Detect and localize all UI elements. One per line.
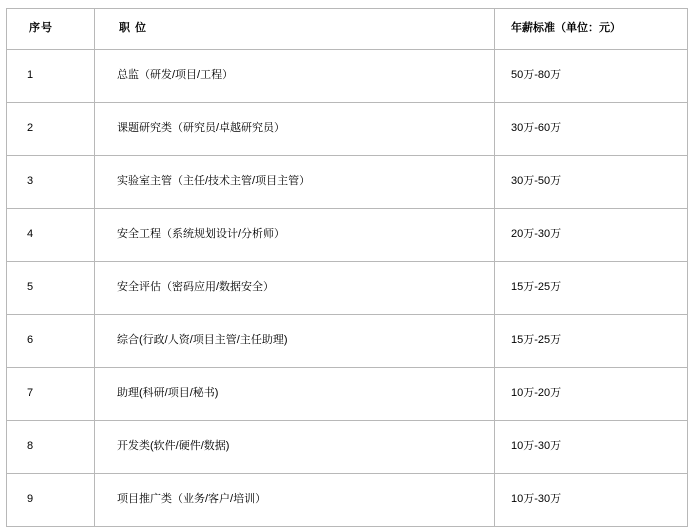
table-row xyxy=(7,368,688,421)
row-position: 实验室主管（主任/技术主管/项目主管） xyxy=(95,156,495,209)
table-row xyxy=(7,421,688,474)
column-header-salary: 年薪标准（单位：元） xyxy=(495,9,688,50)
row-salary: 30万-60万 xyxy=(495,103,688,156)
row-position: 安全评估（密码应用/数据安全） xyxy=(95,262,495,315)
row-position: 综合(行政/人资/项目主管/主任助理) xyxy=(95,315,495,368)
row-index: 6 xyxy=(7,315,95,368)
table-row xyxy=(7,262,688,315)
row-index: 5 xyxy=(7,262,95,315)
row-index: 4 xyxy=(7,209,95,262)
table-row xyxy=(7,474,688,527)
row-index: 3 xyxy=(7,156,95,209)
row-salary: 50万-80万 xyxy=(495,50,688,103)
column-header-position: 职 位 xyxy=(95,9,495,50)
row-index: 8 xyxy=(7,421,95,474)
table-row xyxy=(7,103,688,156)
table-row xyxy=(7,209,688,262)
row-salary: 15万-25万 xyxy=(495,262,688,315)
row-salary: 10万-30万 xyxy=(495,421,688,474)
salary-table xyxy=(6,8,688,527)
row-position: 开发类(软件/硬件/数据) xyxy=(95,421,495,474)
row-index: 1 xyxy=(7,50,95,103)
row-index: 2 xyxy=(7,103,95,156)
row-position: 总监（研发/项目/工程） xyxy=(95,50,495,103)
row-position: 助理(科研/项目/秘书) xyxy=(95,368,495,421)
row-position: 课题研究类（研究员/卓越研究员） xyxy=(95,103,495,156)
table-row xyxy=(7,50,688,103)
row-salary: 10万-20万 xyxy=(495,368,688,421)
column-header-index: 序号 xyxy=(7,9,95,50)
row-salary: 10万-30万 xyxy=(495,474,688,527)
table-row xyxy=(7,315,688,368)
row-position: 项目推广类（业务/客户/培训） xyxy=(95,474,495,527)
row-salary: 20万-30万 xyxy=(495,209,688,262)
table-row xyxy=(7,156,688,209)
table-header-row xyxy=(7,9,688,50)
row-salary: 30万-50万 xyxy=(495,156,688,209)
row-index: 9 xyxy=(7,474,95,527)
row-position: 安全工程（系统规划设计/分析师） xyxy=(95,209,495,262)
row-salary: 15万-25万 xyxy=(495,315,688,368)
row-index: 7 xyxy=(7,368,95,421)
